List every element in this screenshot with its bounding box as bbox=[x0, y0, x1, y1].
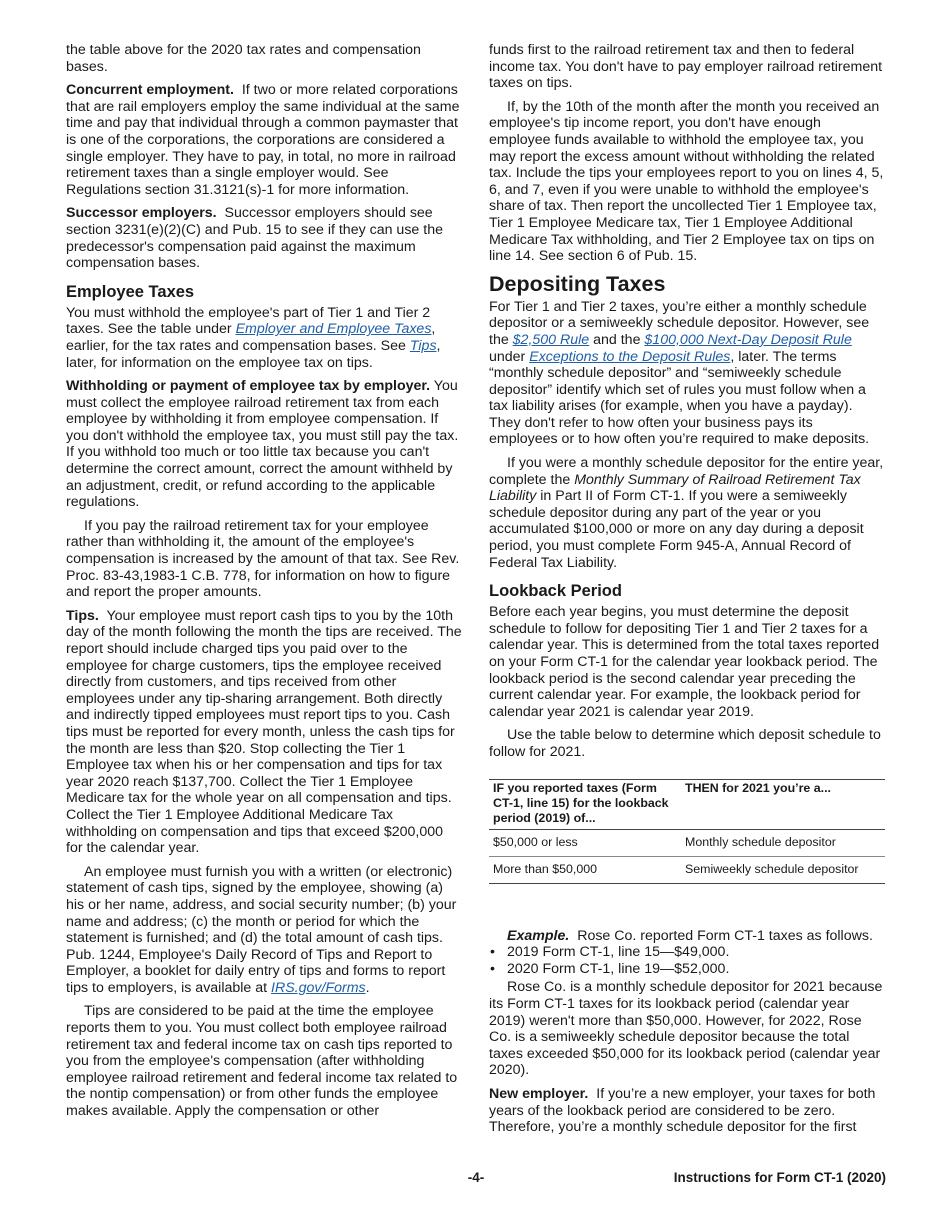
concurrent-employment-text: If two or more related corporations that are rail employers employ the same individual at the same time and pay that individual through a common paymaster that is one of the corporations, the corporations are considered a single employer. They have to pay, in total, no more in railroad retirement taxes than a single employer would. See Regulations section 31.3121(s)-1 for more information. bbox=[66, 82, 460, 198]
deposit-schedule-table bbox=[489, 779, 885, 884]
concurrent-employment-paragraph bbox=[66, 82, 462, 198]
tips-link[interactable]: Tips bbox=[409, 337, 437, 354]
left-column bbox=[66, 42, 462, 1127]
example-paragraph bbox=[489, 928, 885, 945]
page-number: -4- bbox=[467, 1170, 485, 1185]
continued-paragraph: funds first to the railroad retirement tax and then to federal income tax. You don't have to pay employer railroad retirement taxes on tips. bbox=[489, 42, 883, 92]
lookback-period-paragraph: Before each year begins, you must determine the deposit schedule to follow for depositing Tier 1 and Tier 2 taxes for a calendar year. This is determined from the total taxes reported on your Form CT-1 for the calendar year lookback period. The lookback period is the second calendar year preceding the current calendar year. For example, the lookback period for calendar year 2021 is calendar year 2019. bbox=[489, 604, 880, 720]
furnish-text: An employee must furnish you with a written (or electronic) statement of cash tips, signed by the employee, showing (a) his or her name, address, and social security number; (b) your name and address; (c) the month or period for which the statement is furnished; and (d) the total amount of cash tips. Pub. 1244, Employee's Daily Record of Tips and Report to Employer, a booklet for daily entry of tips and forms to report tips to employers, is available at bbox=[66, 863, 457, 996]
employer-employee-taxes-link[interactable]: Employer and Employee Taxes bbox=[235, 321, 432, 338]
new-employer-paragraph bbox=[489, 1086, 885, 1136]
successor-employers-heading: Successor employers. bbox=[66, 205, 217, 222]
table-cell-amount: $50,000 or less bbox=[489, 829, 681, 856]
tips-paid-paragraph: Tips are considered to be paid at the time the employee reports them to you. You must collect both employee railroad retirement tax and federal income tax on cash tips reported to you from the employee's compensation (after withholding employee railroad retirement and federal income tax related to the nontip compensation) or from other funds the employee makes available. Apply the compensation or other bbox=[66, 1003, 458, 1120]
furnish-end: . bbox=[365, 979, 370, 996]
depositing-taxes-heading: Depositing Taxes bbox=[489, 271, 666, 296]
new-employer-heading: New employer. bbox=[489, 1085, 589, 1102]
monthly-summary-text-b: in Part II of Form CT-1. If you were a semiweekly schedule depositor during any part of the year or you accumulated $100,000 or more on any day during a deposit period, you must complete Form 945-A, Annual Record of Federal Tax Liability. bbox=[489, 488, 864, 571]
depositing-text-d: , later. The terms “monthly schedule depositor” and “semiweekly schedule depositor” identify which set of rules you must follow when a tax liability arises (for example, when you have a payday). They don't refer to how often your business pays its employees or to how often you’re required to make deposits. bbox=[489, 348, 870, 448]
list-item: • 2020 Form CT-1, line 19—$52,000. bbox=[489, 961, 885, 978]
table-row bbox=[489, 856, 885, 883]
new-employer-text: If you’re a new employer, your taxes for both years of the lookback period are considered to be zero. Therefore, you’re a monthly schedule depositor for the first bbox=[489, 1085, 876, 1136]
withholding-heading: Withholding or payment of employee tax by employer. bbox=[66, 378, 431, 395]
monthly-summary-text-a: If you were a monthly schedule depositor for the entire year, complete the bbox=[489, 455, 884, 488]
list-item: • 2019 Form CT-1, line 15—$49,000. bbox=[489, 944, 885, 961]
example-label: Example. bbox=[507, 927, 570, 944]
irs-forms-link[interactable]: IRS.gov/Forms bbox=[271, 979, 366, 996]
depositing-taxes-paragraph bbox=[489, 299, 885, 448]
tips-paragraph bbox=[66, 608, 462, 857]
example-list bbox=[489, 944, 885, 977]
tips-heading: Tips. bbox=[66, 607, 99, 624]
exceptions-deposit-rules-link[interactable]: Exceptions to the Deposit Rules bbox=[529, 348, 731, 365]
use-table-paragraph: Use the table below to determine which deposit schedule to follow for 2021. bbox=[489, 727, 881, 760]
withholding-text: You must collect the employee railroad retirement tax from each employee by withholding it from employee compensation. If you don't withhold the employee tax, you must still pay the tax. If you withhold too much or too little tax because you can't determine the correct amount, correct the amount withheld by an adjustment, credit, or refund according to the applicable regulations. bbox=[66, 378, 459, 511]
intro-paragraph: the table above for the 2020 tax rates and compensation bases. bbox=[66, 42, 421, 75]
monthly-summary-title: Monthly Summary of Railroad Retirement Tax Liability bbox=[489, 471, 861, 505]
table-header-row bbox=[489, 779, 885, 829]
table-cell-result: Semiweekly schedule depositor bbox=[681, 856, 885, 883]
furnish-statement-paragraph bbox=[66, 864, 462, 997]
document-title: Instructions for Form CT-1 (2020) bbox=[673, 1170, 886, 1185]
table-cell-amount: More than $50,000 bbox=[489, 856, 681, 883]
depositing-text-c: under bbox=[489, 348, 530, 365]
example-text: Rose Co. reported Form CT-1 taxes as follows. bbox=[577, 927, 873, 944]
tips-text: Your employee must report cash tips to you by the 10th day of the month following the month the tips are received. The report should include charged tips you paid over to the employee for charge customers, tips the employee received directly from customers, and tips received from other employees under any tip-sharing arrangement. Both directly and indirectly tipped employees must report tips to you. Cash tips must be reported for every month, unless the cash tips for the month are less than $20. Stop collecting the Tier 1 Employee tax when his or her compensation and tips for tax year 2020 reach $137,700. Collect the Tier 1 Employee Medicare tax for the whole year on all compensation and tips. Collect the Tier 1 Employee Additional Medicare Tax withholding on compensation and tips that exceed $200,000 for the calendar year. bbox=[66, 607, 462, 857]
right-column bbox=[489, 42, 885, 1143]
table-header-then: THEN for 2021 you’re a... bbox=[681, 779, 885, 829]
uncollected-tax-paragraph: If, by the 10th of the month after the month you received an employee's tip income report, you don't have enough employee funds available to withhold the employee tax, you may report the excess amount without withholding the related tax. Include the tips your employees report to you on lines 4, 5, 6, and 7, even if you were unable to withhold the employee's share of tax. Then report the uncollected Tier 1 Employee tax, Tier 1 Employee Medicare tax, Tier 1 Employee Additional Medicare Tax withholding, and Tier 2 Employee tax on tips on line 14. See section 6 of Pub. 15. bbox=[489, 98, 884, 265]
lookback-period-heading: Lookback Period bbox=[489, 582, 622, 601]
employee-taxes-text-c: , later, for information on the employee tax on tips. bbox=[66, 337, 441, 371]
withholding-paragraph bbox=[66, 378, 462, 511]
depositing-text-a: For Tier 1 and Tier 2 taxes, you’re either a monthly schedule depositor or a semiweekly schedule depositor. However, see the bbox=[489, 298, 870, 348]
employee-taxes-text-b: , earlier, for the tax rates and compensation bases. See bbox=[66, 321, 436, 354]
successor-employers-paragraph bbox=[66, 205, 462, 271]
monthly-summary-paragraph bbox=[489, 455, 885, 571]
pay-tax-paragraph: If you pay the railroad retirement tax for your employee rather than withholding it, the amount of the employee's compensation is increased by the amount of that tax. See Rev. Proc. 83-43,1983-1 C.B. 778, for information on how to figure and report the proper amounts. bbox=[66, 517, 460, 601]
example-conclusion-paragraph: Rose Co. is a monthly schedule depositor for 2021 because its Form CT-1 taxes for its lookback period (calendar year 2019) weren't more than $50,000. However, for 2022, Rose Co. is a semiweekly schedule depositor because the total taxes exceeded $50,000 for its lookback period (calendar year 2020). bbox=[489, 979, 883, 1079]
table-header-if: IF you reported taxes (Form CT-1, line 15) for the lookback period (2019) of... bbox=[489, 779, 681, 829]
table-row bbox=[489, 829, 885, 856]
table-cell-result: Monthly schedule depositor bbox=[681, 829, 885, 856]
employee-taxes-text-a: You must withhold the employee's part of Tier 1 and Tier 2 taxes. See the table under bbox=[66, 304, 431, 338]
next-day-deposit-rule-link[interactable]: $100,000 Next-Day Deposit Rule bbox=[644, 331, 852, 348]
page-footer bbox=[66, 1170, 886, 1186]
2500-rule-link[interactable]: $2,500 Rule bbox=[512, 331, 590, 348]
employee-taxes-paragraph bbox=[66, 305, 462, 371]
successor-employers-text: Successor employers should see section 3231(e)(2)(C) and Pub. 15 to see if they can use the predecessor's compensation paid against the maximum compensation bases. bbox=[66, 205, 443, 272]
concurrent-employment-heading: Concurrent employment. bbox=[66, 82, 234, 99]
depositing-text-b: and the bbox=[589, 331, 645, 348]
employee-taxes-heading: Employee Taxes bbox=[66, 282, 195, 301]
